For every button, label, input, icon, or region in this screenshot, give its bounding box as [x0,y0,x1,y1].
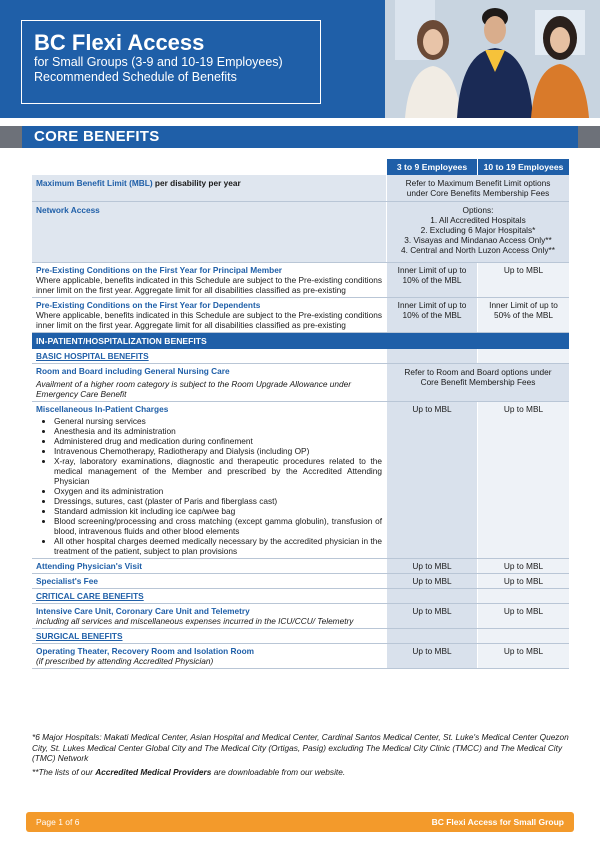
list-item: • Dressings, sutures, cast (plaster of Paris and fiberglass cast) [54,496,382,506]
specialist-label: Specialist's Fee [36,576,98,586]
list-item: • Blood screening/processing and cross matching (except gamma globulin), transfusion of blood, intravenous fluids and other blood elements [54,516,382,536]
critical-care-col3 [477,589,569,603]
table-header-row [32,159,569,175]
pec-principal-label: Pre-Existing Conditions on the First Year for Principal Member [36,265,283,275]
section-title: CORE BENEFITS [34,128,160,145]
specialist-col3: Up to MBL [477,574,569,588]
table-row-critical-care [32,589,569,604]
table-row-inpatient-band [32,333,569,349]
footnotes [32,732,572,777]
specialist-col2: Up to MBL [386,574,477,588]
table-row-basic-hospital [32,349,569,364]
room-board-note: Availment of a higher room category is subject to the Room Upgrade Allowance under Emergency Care Benefit [36,379,351,399]
table-row-network [32,202,569,263]
table-row-room-board [32,364,569,402]
network-label-cell [32,202,386,262]
list-item: • Standard admission kit including ice cap/wee bag [54,506,382,516]
room-board-label: Room and Board including General Nursing Care [36,366,230,376]
misc-cell [32,402,386,558]
mbl-label-bold: Maximum Benefit Limit (MBL) [36,178,153,188]
operating-note: (if prescribed by attending Accredited Physician) [36,656,214,666]
title-box [21,20,321,104]
header-banner [0,0,600,118]
inpatient-band: IN-PATIENT/HOSPITALIZATION BENEFITS [32,333,569,349]
footnote-1: *6 Major Hospitals: Makati Medical Center, Asian Hospital and Medical Center, Cardinal Santos Medical Center, St. Luke's Medical Center Quezon City, St. Lukes Medical Center Global City and The Medical City (Ortigas, Pasig) excluding The Medical City Clinic (TMCC) and The Medical City (TMC) Network [32,732,569,763]
basic-hospital-cell [32,349,386,363]
misc-list [54,416,382,556]
section-bar [0,126,600,148]
misc-col2: Up to MBL [386,402,477,558]
page-title: BC Flexi Access [34,30,205,55]
room-board-value: Refer to Room and Board options under Core Benefit Membership Fees [386,364,569,401]
subtitle-line-2: Recommended Schedule of Benefits [34,70,237,84]
network-option-2: 2. Excluding 6 Major Hospitals* [420,225,536,235]
column-header-3-to-9: 3 to 9 Employees [386,159,477,175]
network-option-1: 1. All Accredited Hospitals [430,215,526,225]
pec-dependents-desc: Where applicable, benefits indicated in this Schedule are subject to the Pre-existing conditions inner limit on the first year. Aggregate limit for all disabilities classified as pre-existing [36,310,382,330]
table-row-specialist [32,574,569,589]
specialist-cell [32,574,386,588]
mbl-label-rest: per disability per year [152,178,241,188]
icu-note: including all services and miscellaneous expenses incurred in the ICU/CCU/ Telemetry [36,616,354,626]
surgical-col3 [477,629,569,643]
operating-col2: Up to MBL [386,644,477,668]
pec-dependents-cell [32,298,386,332]
header-blank [32,159,386,175]
table-row-icu [32,604,569,629]
table-row-operating [32,644,569,669]
surgical-cell [32,629,386,643]
misc-col3: Up to MBL [477,402,569,558]
mbl-value: Refer to Maximum Benefit Limit options under Core Benefits Membership Fees [386,175,569,201]
list-item: • Anesthesia and its administration [54,426,382,436]
operating-label: Operating Theater, Recovery Room and Isolation Room [36,646,255,656]
surgical-heading: SURGICAL BENEFITS [36,631,123,641]
network-option-3: 3. Visayas and Mindanao Access Only** [404,235,552,245]
footer-document-name: BC Flexi Access for Small Group [431,817,564,827]
people-illustration [385,0,600,118]
misc-label: Miscellaneous In-Patient Charges [36,404,169,414]
pec-dependents-col3: Inner Limit of up to 50% of the MBL [477,298,569,332]
basic-hospital-col2 [386,349,477,363]
table-row-attending [32,559,569,574]
network-option-4: 4. Central and North Luzon Access Only** [400,245,556,255]
list-item: • All other hospital charges deemed medically necessary by the accredited physician in the treatment of the patient, subject to plan provisions [54,536,382,556]
operating-cell [32,644,386,668]
benefits-table [32,159,569,669]
attending-col3: Up to MBL [477,559,569,573]
attending-col2: Up to MBL [386,559,477,573]
icu-cell [32,604,386,628]
table-row-mbl [32,175,569,202]
attending-cell [32,559,386,573]
list-item: • General nursing services [54,416,382,426]
pec-dependents-col2: Inner Limit of up to 10% of the MBL [386,298,477,332]
icu-col3: Up to MBL [477,604,569,628]
table-row-misc [32,402,569,559]
network-label: Network Access [36,205,100,215]
footnote-2-post: are downloadable from our website. [211,766,346,777]
list-item: • Administered drug and medication during confinement [54,436,382,446]
table-row-pec-dependents [32,298,569,333]
pec-principal-col3: Up to MBL [477,263,569,297]
header-photo [385,0,600,118]
footer-bar [26,812,574,832]
basic-hospital-col3 [477,349,569,363]
critical-care-col2 [386,589,477,603]
network-options [386,202,569,262]
list-item: • X-ray, laboratory examinations, diagnostic and therapeutic procedures related to the medical management of the Member and prescribed by the Accredited Attending Physician [54,456,382,486]
pec-principal-col2: Inner Limit of up to 10% of the MBL [386,263,477,297]
surgical-col2 [386,629,477,643]
icu-col2: Up to MBL [386,604,477,628]
footnote-2 [32,767,572,778]
icu-label: Intensive Care Unit, Coronary Care Unit and Telemetry [36,606,250,616]
pec-principal-cell [32,263,386,297]
subtitle-line-1: for Small Groups (3-9 and 10-19 Employees) [34,55,283,69]
table-row-pec-principal [32,263,569,298]
basic-hospital-heading: BASIC HOSPITAL BENEFITS [36,351,149,361]
pec-dependents-label: Pre-Existing Conditions on the First Year for Dependents [36,300,261,310]
critical-care-heading: CRITICAL CARE BENEFITS [36,591,144,601]
pec-principal-desc: Where applicable, benefits indicated in this Schedule are subject to the Pre-existing conditions inner limit on the first year. Aggregate limit for all disabilities classified as pre-existing [36,275,382,295]
attending-label: Attending Physician's Visit [36,561,143,571]
room-board-cell [32,364,386,401]
operating-col3: Up to MBL [477,644,569,668]
column-header-10-to-19: 10 to 19 Employees [477,159,569,175]
list-item: • Intravenous Chemotherapy, Radiotherapy and Dialysis (including OP) [54,446,382,456]
footnote-2-pre: **The lists of our [32,766,96,777]
critical-care-cell [32,589,386,603]
table-row-surgical [32,629,569,644]
mbl-label [32,175,386,201]
network-options-title: Options: [462,205,494,215]
list-item: • Oxygen and its administration [54,486,382,496]
page-number: Page 1 of 6 [36,817,80,827]
footnote-2-bold: Accredited Medical Providers [95,766,212,777]
